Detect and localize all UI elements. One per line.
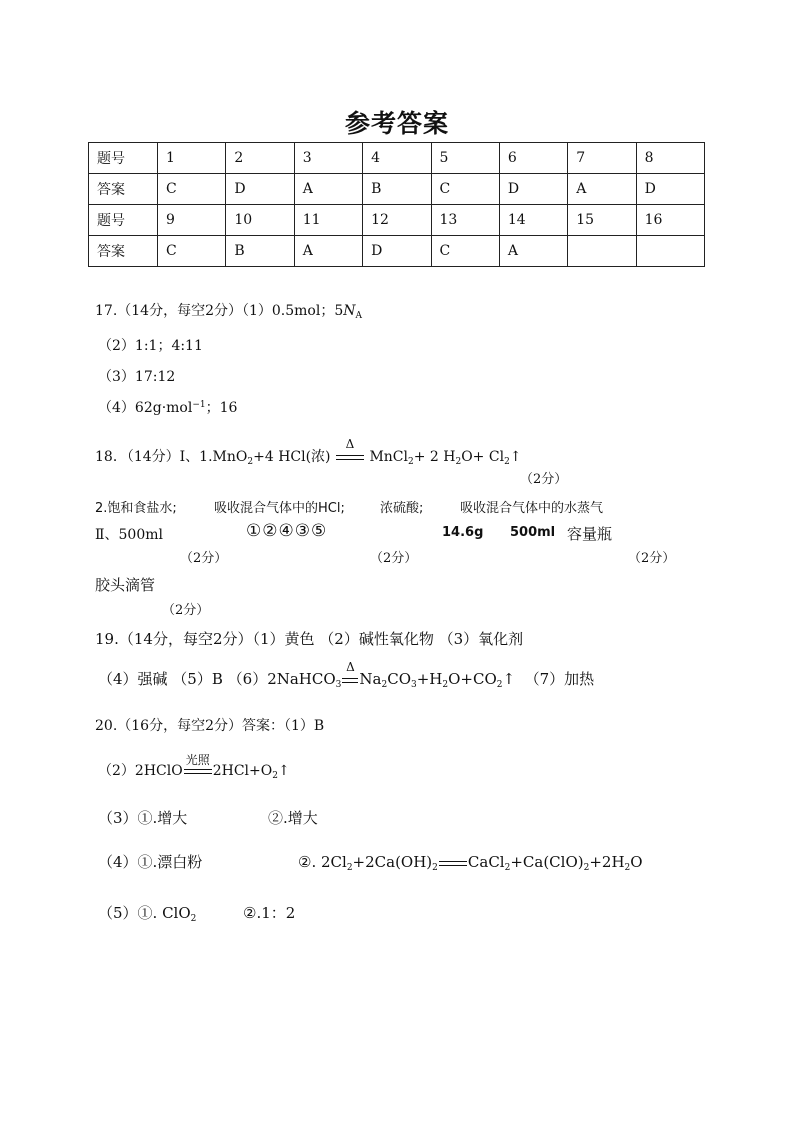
q18-sub: 2 — [407, 457, 414, 467]
q17-part4 — [98, 397, 237, 417]
light-arrow — [183, 753, 213, 778]
q18-line3-flask: 容量瓶 — [567, 525, 613, 543]
q17-p4-post: ；16 — [205, 400, 238, 416]
table-cell — [568, 236, 636, 267]
q17-line1 — [95, 300, 362, 320]
table-cell: 4 — [363, 143, 431, 174]
q20-sub2: 2 — [432, 863, 438, 873]
q18-line2-b: 吸收混合气体中的HCl; — [214, 501, 345, 516]
table-cell: 13 — [431, 205, 499, 236]
table-cell: B — [226, 236, 294, 267]
table-cell: A — [294, 236, 362, 267]
page-title: 参考答案 — [344, 109, 449, 138]
q19-l2-d: +H — [416, 670, 443, 688]
q18-line3-a: Ⅱ、500ml — [95, 527, 163, 543]
q18-sub: 2 — [455, 457, 462, 467]
table-row-header: 答案 — [89, 236, 158, 267]
heat-arrow — [341, 660, 359, 687]
q19-line2 — [98, 660, 595, 690]
q18-eq-a: MnO — [212, 449, 248, 465]
q19-l2-c: CO — [387, 670, 411, 688]
table-cell: 14 — [499, 205, 567, 236]
table-cell: 8 — [636, 143, 704, 174]
q18-eq-e: O+ Cl — [461, 449, 505, 465]
q20-sub2: 2 — [624, 863, 631, 873]
table-cell: C — [158, 236, 226, 267]
q20-line4-a: （4）①.漂白粉 — [98, 853, 203, 871]
table-cell: C — [158, 174, 226, 205]
q18-line3-order: ①②④③⑤ — [246, 521, 328, 541]
light-cond: 光照 — [185, 753, 210, 767]
q18-lead: 18．（14分）Ⅰ、1. — [95, 449, 213, 465]
table-row — [89, 236, 705, 267]
q17-p4-pre: （4）62g — [98, 400, 162, 416]
q18-points-3: （2分） — [370, 551, 418, 566]
q17-lead: 17.（14分，每空2分）（1）0.5mol；5 — [95, 303, 344, 319]
q20-sub2: 2 — [504, 863, 511, 873]
q18-points-5: （2分） — [162, 603, 210, 618]
q20-sub2: 2 — [190, 914, 197, 924]
q19-sub2: 2 — [381, 680, 388, 690]
q20-line5-b: ②.1：2 — [243, 904, 296, 922]
gas-up-arrow: ↑ — [502, 670, 516, 688]
table-cell: D — [226, 174, 294, 205]
table-cell: C — [431, 174, 499, 205]
table-cell: 3 — [294, 143, 362, 174]
q17-part3: （3）17:12 — [98, 369, 176, 385]
gas-up-arrow: ↑ — [277, 763, 290, 779]
q18-line2-a: 2.饱和食盐水; — [95, 501, 177, 516]
table-cell: 11 — [294, 205, 362, 236]
table-cell: B — [363, 174, 431, 205]
q20-line3-b: ②.增大 — [268, 809, 318, 827]
q20-line3-a: （3）①.增大 — [98, 809, 188, 827]
q17-p4-sup: −1 — [192, 400, 206, 410]
table-row — [89, 205, 705, 236]
q20-l5-a: （5）①. ClO — [98, 904, 191, 922]
table-cell: D — [363, 236, 431, 267]
q19-l2-b: Na — [359, 670, 382, 688]
q20-l4-f: +2H — [589, 853, 625, 871]
delta-mark: Δ — [346, 660, 355, 674]
q18-points-1: （2分） — [520, 472, 568, 487]
table-cell: 1 — [158, 143, 226, 174]
table-cell: 16 — [636, 205, 704, 236]
table-cell: 2 — [226, 143, 294, 174]
q18-line3-volume: 500ml — [510, 525, 556, 540]
q19-sub3: 3 — [335, 680, 342, 690]
q18-eq-c: MnCl — [369, 449, 408, 465]
q19-l2-f: （7）加热 — [524, 670, 595, 688]
q17-na-sub: A — [355, 311, 362, 321]
table-cell: C — [431, 236, 499, 267]
q18-line4: 胶头滴管 — [95, 576, 156, 594]
table-cell: A — [499, 236, 567, 267]
q20-line4-b — [298, 853, 643, 871]
q18-points-4: （2分） — [628, 551, 676, 566]
q20-sub2: 2 — [583, 863, 590, 873]
q17-p4-unit: mol — [166, 400, 193, 416]
q18-line3-mass: 14.6g — [442, 525, 484, 540]
table-row-header: 答案 — [89, 174, 158, 205]
q18-line2-c: 浓硫酸; — [380, 501, 424, 516]
q18-sub: 2 — [247, 457, 254, 467]
heat-arrow — [335, 437, 365, 464]
answer-table — [88, 142, 705, 267]
q18-sub: 2 — [504, 457, 510, 467]
delta-mark: Δ — [345, 437, 355, 451]
table-row-header: 题号 — [89, 143, 158, 174]
table-cell: D — [636, 174, 704, 205]
table-cell: 10 — [226, 205, 294, 236]
q18-eq-d: + 2 H — [413, 449, 456, 465]
q20-l4-g: O — [630, 853, 643, 871]
q20-sub2: 2 — [346, 863, 353, 873]
q19-l2-a: （4）强碱 （5）B （6）2NaHCO — [98, 670, 336, 688]
equals-arrow — [438, 856, 468, 870]
table-cell: 7 — [568, 143, 636, 174]
q18-line1 — [95, 437, 522, 467]
table-row-header: 题号 — [89, 205, 158, 236]
q20-l4-c: +2Ca(OH) — [352, 853, 433, 871]
table-cell — [636, 236, 704, 267]
gas-up-arrow: ↑ — [509, 449, 522, 465]
q20-l4-e: +Ca(ClO) — [510, 853, 584, 871]
table-cell: 9 — [158, 205, 226, 236]
q19-sub2: 2 — [496, 680, 503, 690]
q17-part2: （2）1:1；4:11 — [98, 338, 203, 354]
q20-l2-b: 2HCl+O — [212, 763, 273, 779]
q20-line2 — [98, 753, 290, 781]
q20-l4-d: CaCl — [467, 853, 505, 871]
q20-l4-b: ②. 2Cl — [298, 853, 347, 871]
q19-sub2: 2 — [442, 680, 449, 690]
q20-l2-a: （2）2HClO — [98, 763, 183, 779]
table-cell: 6 — [499, 143, 567, 174]
table-row — [89, 174, 705, 205]
q17-na: N — [343, 303, 356, 319]
table-row — [89, 143, 705, 174]
table-cell: 12 — [363, 205, 431, 236]
q18-line2-d: 吸收混合气体中的水蒸气 — [460, 501, 604, 516]
table-cell: D — [499, 174, 567, 205]
q20-sub2: 2 — [272, 771, 278, 781]
q18-points-2: （2分） — [180, 551, 228, 566]
table-cell: A — [294, 174, 362, 205]
table-cell: A — [568, 174, 636, 205]
q19-sub3: 3 — [411, 680, 417, 690]
table-cell: 5 — [431, 143, 499, 174]
q18-eq-b: +4 HCl(浓) — [253, 449, 331, 465]
table-cell: 15 — [568, 205, 636, 236]
q17-p4-dot: · — [161, 400, 167, 416]
q19-line1: 19.（14分，每空2分）（1）黄色 （2）碱性氧化物 （3）氧化剂 — [95, 630, 524, 648]
q20-line5-a — [98, 902, 196, 923]
q19-l2-e: O+CO — [448, 670, 497, 688]
q20-line1: 20.（16分，每空2分）答案：（1）B — [95, 718, 325, 734]
